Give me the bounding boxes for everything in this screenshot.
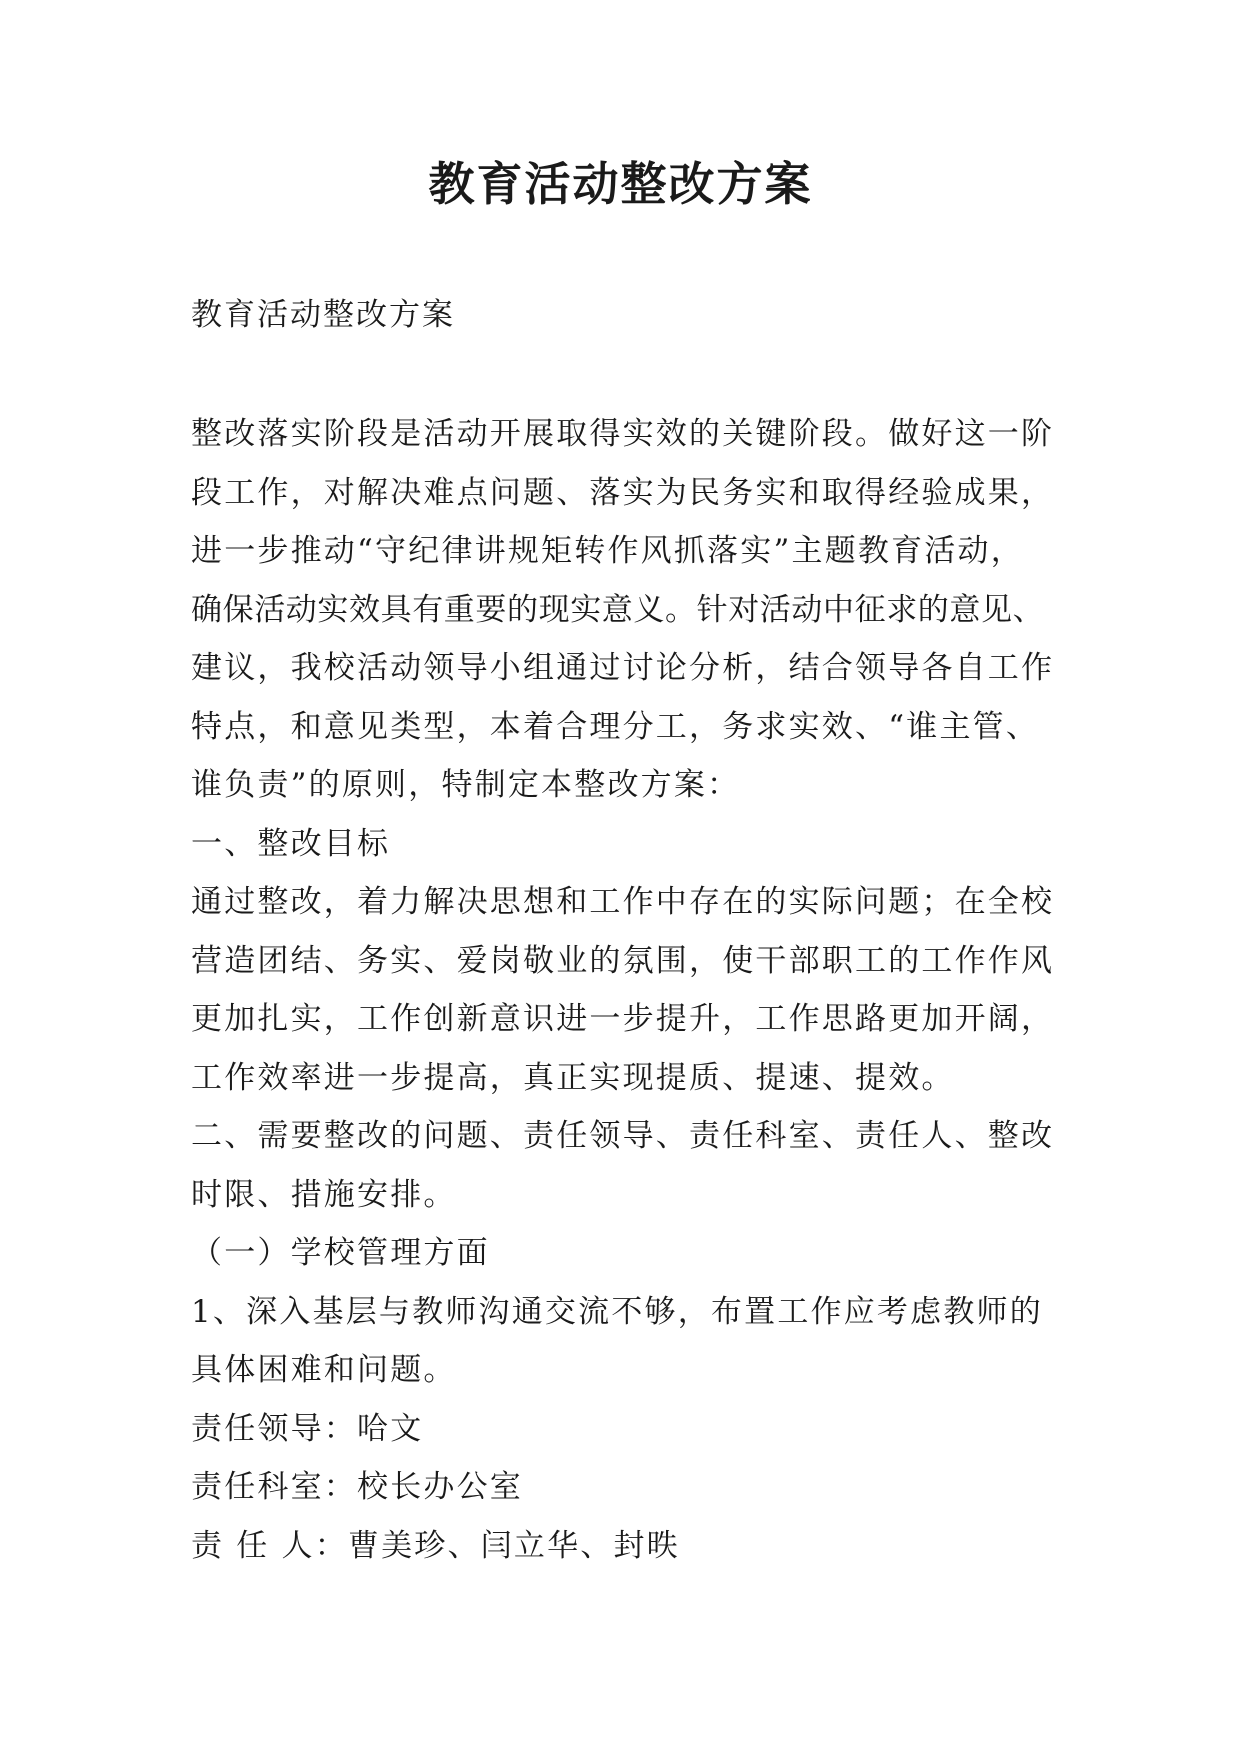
document-title: 教育活动整改方案	[428, 157, 813, 211]
list-item-line: 具体困难和问题。	[191, 1352, 457, 1388]
responsible-persons-line: 责 任 人：曹美珍、闫立华、封昳	[191, 1527, 680, 1564]
paragraph-line: 时限、措施安排。	[191, 1176, 457, 1213]
paragraph-line: 营造团结、务实、爱岗敬业的氛围，使干部职工的工作作风	[191, 942, 1055, 979]
paragraph-line: 通过整改，着力解决思想和工作中存在的实际问题；在全校	[191, 884, 1055, 920]
list-item-line: 1、深入基层与教师沟通交流不够，布置工作应考虑教师的	[191, 1293, 1043, 1330]
subsection-heading: （一）学校管理方面	[191, 1235, 490, 1271]
responsible-leader-line: 责任领导：哈文	[191, 1410, 424, 1447]
paragraph-line: 谁负责”的原则，特制定本整改方案：	[191, 767, 741, 803]
paragraph-line: 确保活动实效具有重要的现实意义。针对活动中征求的意见、	[191, 591, 1045, 628]
document-body	[191, 405, 1071, 1575]
responsible-department-line: 责任科室：校长办公室	[191, 1469, 523, 1505]
paragraph-line: 段工作，对解决难点问题、落实为民务实和取得经验成果，	[191, 474, 1055, 511]
section-heading: 一、整改目标	[191, 825, 391, 862]
paragraph-line: 整改落实阶段是活动开展取得实效的关键阶段。做好这一阶	[191, 416, 1055, 452]
paragraph-line: 更加扎实，工作创新意识进一步提升，工作思路更加开阔，	[191, 1001, 1055, 1037]
section-heading: 二、需要整改的问题、责任领导、责任科室、责任人、整改	[191, 1118, 1055, 1154]
paragraph-line: 建议，我校活动领导小组通过讨论分析，结合领导各自工作	[191, 650, 1055, 686]
paragraph-line: 进一步推动“守纪律讲规矩转作风抓落实”主题教育活动，	[191, 533, 1024, 569]
document-subtitle: 教育活动整改方案	[191, 297, 455, 333]
paragraph-line: 工作效率进一步提高，真正实现提质、提速、提效。	[191, 1059, 955, 1096]
paragraph-line: 特点，和意见类型，本着合理分工，务求实效、“谁主管、	[191, 708, 1040, 745]
